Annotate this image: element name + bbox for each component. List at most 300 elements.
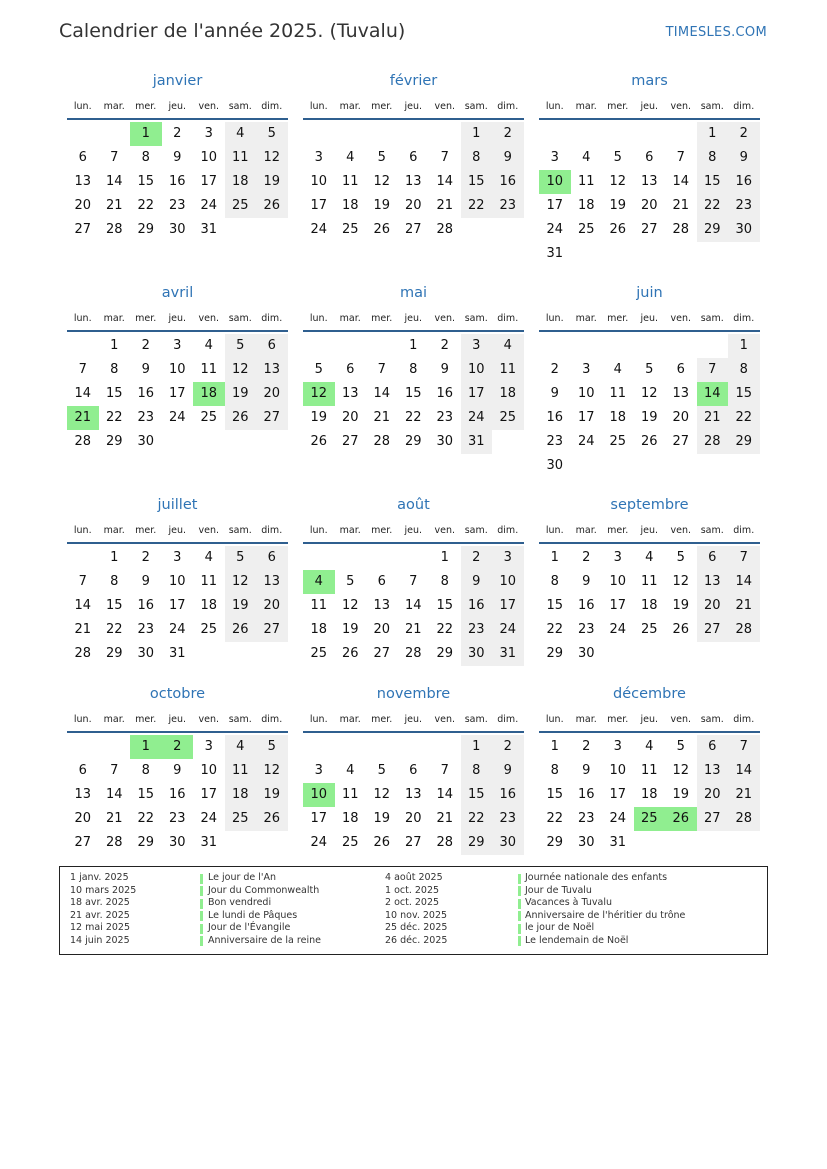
day-cell: 11 bbox=[640, 574, 658, 589]
legend-holiday-name: Bon vendredi bbox=[208, 897, 272, 908]
day-cell: 17 bbox=[310, 811, 328, 826]
weekday-label: ven. bbox=[198, 313, 219, 324]
weekday-label: dim. bbox=[733, 313, 755, 324]
day-cell: 27 bbox=[74, 222, 92, 237]
day-cell: 28 bbox=[436, 835, 454, 850]
day-cell: 1 bbox=[461, 122, 493, 146]
holiday-day-cell: 4 bbox=[303, 570, 335, 594]
weekday-header bbox=[67, 313, 288, 327]
day-cell: 10 bbox=[461, 358, 493, 382]
day-cell: 15 bbox=[546, 598, 564, 613]
holiday-day-cell: 2 bbox=[162, 735, 194, 759]
day-cell: 1 bbox=[110, 338, 119, 353]
weekday-header bbox=[67, 714, 288, 728]
day-cell: 2 bbox=[141, 338, 150, 353]
day-cell: 23 bbox=[577, 622, 595, 637]
day-cell: 7 bbox=[676, 150, 685, 165]
day-cell: 9 bbox=[492, 146, 524, 170]
day-cell: 12 bbox=[373, 787, 391, 802]
holiday-day-cell: 12 bbox=[303, 382, 335, 406]
day-cell: 25 bbox=[640, 622, 658, 637]
weekday-label: mar. bbox=[575, 714, 597, 725]
day-cell: 16 bbox=[137, 386, 155, 401]
day-cell: 9 bbox=[461, 570, 493, 594]
weekday-label: ven. bbox=[670, 714, 691, 725]
month-divider bbox=[67, 542, 288, 544]
day-cell: 30 bbox=[492, 831, 524, 855]
day-cell: 20 bbox=[672, 410, 690, 425]
day-cell: 27 bbox=[373, 646, 391, 661]
legend-date: 12 mai 2025 bbox=[70, 922, 131, 933]
weekday-label: mar. bbox=[575, 313, 597, 324]
day-grid bbox=[303, 122, 524, 266]
day-cell: 23 bbox=[492, 194, 524, 218]
day-cell: 10 bbox=[168, 362, 186, 377]
day-cell: 30 bbox=[728, 218, 760, 242]
day-cell: 4 bbox=[225, 735, 257, 759]
holiday-day-cell: 18 bbox=[193, 382, 225, 406]
day-cell: 31 bbox=[200, 222, 218, 237]
day-cell: 14 bbox=[74, 386, 92, 401]
day-cell: 26 bbox=[373, 835, 391, 850]
day-cell: 19 bbox=[373, 198, 391, 213]
day-cell: 25 bbox=[200, 622, 218, 637]
day-cell: 4 bbox=[346, 150, 355, 165]
day-cell: 11 bbox=[310, 598, 328, 613]
day-cell: 13 bbox=[640, 174, 658, 189]
day-cell: 25 bbox=[609, 434, 627, 449]
day-cell: 25 bbox=[225, 807, 257, 831]
day-cell: 25 bbox=[200, 410, 218, 425]
day-cell: 10 bbox=[609, 574, 627, 589]
day-cell: 5 bbox=[377, 763, 386, 778]
day-cell: 4 bbox=[346, 763, 355, 778]
day-cell: 17 bbox=[200, 787, 218, 802]
day-cell: 11 bbox=[200, 362, 218, 377]
weekday-label: lun. bbox=[309, 714, 328, 725]
day-cell: 2 bbox=[461, 546, 493, 570]
month-divider bbox=[539, 330, 760, 332]
weekday-label: mer. bbox=[135, 714, 157, 725]
month-name: mai bbox=[399, 285, 428, 301]
day-cell: 14 bbox=[105, 174, 123, 189]
day-cell: 19 bbox=[225, 382, 257, 406]
day-cell: 4 bbox=[645, 550, 654, 565]
legend-date: 21 avr. 2025 bbox=[70, 909, 130, 921]
day-cell: 27 bbox=[672, 434, 690, 449]
legend-date: 18 avr. 2025 bbox=[70, 897, 130, 908]
weekday-label: mar. bbox=[339, 313, 361, 324]
day-cell: 10 bbox=[310, 174, 328, 189]
weekday-label: dim. bbox=[261, 101, 283, 112]
day-cell: 2 bbox=[582, 739, 591, 754]
day-cell: 29 bbox=[436, 646, 454, 661]
day-cell: 24 bbox=[310, 835, 328, 850]
day-cell: 23 bbox=[728, 194, 760, 218]
day-cell: 16 bbox=[461, 594, 493, 618]
page-title: Calendrier de l'année 2025. (Tuvalu) bbox=[59, 20, 406, 42]
day-cell: 9 bbox=[173, 150, 182, 165]
day-cell: 1 bbox=[409, 338, 418, 353]
day-cell: 12 bbox=[373, 174, 391, 189]
day-cell: 1 bbox=[550, 550, 559, 565]
weekday-label: ven. bbox=[670, 313, 691, 324]
day-grid bbox=[67, 735, 288, 879]
weekday-label: mer. bbox=[607, 714, 629, 725]
day-cell: 31 bbox=[200, 835, 218, 850]
weekday-header bbox=[539, 313, 760, 327]
weekday-label: lun. bbox=[545, 525, 564, 536]
weekday-label: lun. bbox=[545, 313, 564, 324]
day-cell: 9 bbox=[141, 362, 150, 377]
weekday-label: dim. bbox=[497, 714, 519, 725]
day-cell: 24 bbox=[546, 222, 564, 237]
weekday-label: sam. bbox=[464, 313, 488, 324]
legend-holiday-name: Le jour de l'An bbox=[208, 872, 277, 883]
weekday-label: jeu. bbox=[168, 101, 187, 112]
weekday-label: mar. bbox=[339, 101, 361, 112]
day-cell: 26 bbox=[640, 434, 658, 449]
day-cell: 13 bbox=[404, 174, 422, 189]
day-cell: 16 bbox=[492, 170, 524, 194]
day-cell: 26 bbox=[256, 807, 288, 831]
weekday-label: lun. bbox=[73, 101, 92, 112]
holiday-day-cell: 21 bbox=[67, 406, 99, 430]
day-cell: 6 bbox=[409, 150, 418, 165]
weekday-label: lun. bbox=[73, 714, 92, 725]
day-cell: 31 bbox=[609, 835, 627, 850]
day-cell: 16 bbox=[168, 787, 186, 802]
legend-marker bbox=[200, 911, 203, 921]
day-cell: 19 bbox=[672, 598, 690, 613]
day-cell: 4 bbox=[613, 362, 622, 377]
weekday-header bbox=[67, 525, 288, 539]
day-cell: 8 bbox=[440, 574, 449, 589]
day-cell: 7 bbox=[728, 546, 760, 570]
day-cell: 23 bbox=[546, 434, 564, 449]
day-cell: 23 bbox=[168, 811, 186, 826]
day-cell: 12 bbox=[256, 759, 288, 783]
day-cell: 16 bbox=[436, 386, 454, 401]
day-cell: 4 bbox=[204, 550, 213, 565]
day-cell: 30 bbox=[546, 458, 564, 473]
weekday-label: mar. bbox=[575, 101, 597, 112]
day-cell: 13 bbox=[697, 759, 729, 783]
day-cell: 3 bbox=[582, 362, 591, 377]
weekday-label: mar. bbox=[339, 714, 361, 725]
day-cell: 22 bbox=[461, 194, 493, 218]
day-cell: 14 bbox=[728, 759, 760, 783]
day-cell: 4 bbox=[204, 338, 213, 353]
day-cell: 18 bbox=[609, 410, 627, 425]
weekday-header bbox=[539, 525, 760, 539]
day-cell: 22 bbox=[436, 622, 454, 637]
day-cell: 10 bbox=[609, 763, 627, 778]
day-cell: 12 bbox=[640, 386, 658, 401]
day-cell: 29 bbox=[404, 434, 422, 449]
day-cell: 8 bbox=[461, 146, 493, 170]
day-cell: 13 bbox=[341, 386, 359, 401]
day-cell: 8 bbox=[461, 759, 493, 783]
day-cell: 29 bbox=[546, 646, 564, 661]
day-grid bbox=[303, 735, 524, 879]
weekday-label: mer. bbox=[371, 525, 393, 536]
month-divider bbox=[303, 542, 524, 544]
holiday-day-cell: 1 bbox=[130, 122, 162, 146]
day-cell: 15 bbox=[404, 386, 422, 401]
day-cell: 8 bbox=[141, 763, 150, 778]
weekday-label: dim. bbox=[733, 714, 755, 725]
day-cell: 22 bbox=[461, 807, 493, 831]
day-cell: 26 bbox=[256, 194, 288, 218]
weekday-label: mer. bbox=[371, 313, 393, 324]
day-cell: 23 bbox=[168, 198, 186, 213]
weekday-label: mar. bbox=[339, 525, 361, 536]
day-cell: 24 bbox=[168, 622, 186, 637]
legend-marker bbox=[518, 899, 521, 909]
day-cell: 5 bbox=[256, 735, 288, 759]
day-cell: 24 bbox=[310, 222, 328, 237]
day-cell: 19 bbox=[640, 410, 658, 425]
day-cell: 31 bbox=[546, 246, 564, 261]
brand-link[interactable]: TIMESLES.COM bbox=[665, 25, 767, 40]
day-cell: 27 bbox=[404, 222, 422, 237]
month-divider bbox=[303, 731, 524, 733]
day-cell: 31 bbox=[492, 642, 524, 666]
day-cell: 22 bbox=[728, 406, 760, 430]
day-cell: 31 bbox=[168, 646, 186, 661]
day-cell: 29 bbox=[137, 835, 155, 850]
month-divider bbox=[67, 330, 288, 332]
day-cell: 7 bbox=[440, 763, 449, 778]
weekday-label: lun. bbox=[73, 313, 92, 324]
month-name: octobre bbox=[149, 686, 206, 702]
day-cell: 16 bbox=[492, 783, 524, 807]
day-cell: 28 bbox=[436, 222, 454, 237]
holiday-day-cell: 26 bbox=[665, 807, 697, 831]
weekday-header bbox=[303, 525, 524, 539]
day-cell: 15 bbox=[137, 787, 155, 802]
day-grid bbox=[67, 334, 288, 478]
weekday-label: sam. bbox=[464, 714, 488, 725]
day-cell: 23 bbox=[577, 811, 595, 826]
day-cell: 14 bbox=[373, 386, 391, 401]
day-cell: 10 bbox=[168, 574, 186, 589]
day-cell: 6 bbox=[645, 150, 654, 165]
day-cell: 12 bbox=[225, 358, 257, 382]
day-cell: 2 bbox=[492, 122, 524, 146]
day-cell: 4 bbox=[582, 150, 591, 165]
legend-date: 2 oct. 2025 bbox=[385, 897, 440, 908]
day-cell: 11 bbox=[341, 787, 359, 802]
day-cell: 21 bbox=[105, 811, 123, 826]
day-cell: 5 bbox=[645, 362, 654, 377]
day-cell: 2 bbox=[440, 338, 449, 353]
day-cell: 1 bbox=[550, 739, 559, 754]
day-cell: 16 bbox=[728, 170, 760, 194]
day-cell: 18 bbox=[640, 598, 658, 613]
month-name: juillet bbox=[157, 497, 198, 513]
day-cell: 28 bbox=[728, 807, 760, 831]
weekday-label: jeu. bbox=[404, 525, 423, 536]
day-cell: 3 bbox=[314, 763, 323, 778]
weekday-label: sam. bbox=[228, 313, 252, 324]
weekday-label: mer. bbox=[607, 313, 629, 324]
day-cell: 11 bbox=[200, 574, 218, 589]
weekday-label: lun. bbox=[309, 313, 328, 324]
month-name: janvier bbox=[152, 73, 203, 89]
day-cell: 26 bbox=[341, 646, 359, 661]
day-cell: 7 bbox=[377, 362, 386, 377]
day-grid bbox=[539, 735, 760, 879]
day-cell: 5 bbox=[676, 550, 685, 565]
month-divider bbox=[67, 731, 288, 733]
day-cell: 29 bbox=[697, 218, 729, 242]
day-cell: 22 bbox=[546, 811, 564, 826]
weekday-label: jeu. bbox=[640, 101, 659, 112]
legend-marker bbox=[200, 899, 203, 909]
month-divider bbox=[539, 542, 760, 544]
day-cell: 27 bbox=[697, 807, 729, 831]
day-cell: 6 bbox=[256, 334, 288, 358]
weekday-header bbox=[303, 101, 524, 115]
day-cell: 21 bbox=[436, 198, 454, 213]
day-cell: 7 bbox=[110, 150, 119, 165]
weekday-label: sam. bbox=[700, 525, 724, 536]
day-cell: 29 bbox=[105, 646, 123, 661]
day-cell: 27 bbox=[256, 406, 288, 430]
day-cell: 3 bbox=[204, 126, 213, 141]
day-cell: 18 bbox=[225, 170, 257, 194]
legend-date: 1 oct. 2025 bbox=[385, 884, 440, 896]
day-cell: 6 bbox=[78, 150, 87, 165]
month-name: février bbox=[389, 73, 438, 89]
day-cell: 15 bbox=[697, 170, 729, 194]
day-cell: 8 bbox=[550, 574, 559, 589]
day-cell: 23 bbox=[436, 410, 454, 425]
weekday-label: ven. bbox=[434, 101, 455, 112]
day-cell: 15 bbox=[546, 787, 564, 802]
day-cell: 8 bbox=[409, 362, 418, 377]
holiday-day-cell: 14 bbox=[697, 382, 729, 406]
day-cell: 17 bbox=[168, 598, 186, 613]
day-cell: 6 bbox=[676, 362, 685, 377]
day-cell: 9 bbox=[728, 146, 760, 170]
day-cell: 13 bbox=[404, 787, 422, 802]
day-cell: 3 bbox=[173, 338, 182, 353]
day-cell: 9 bbox=[582, 763, 591, 778]
day-cell: 11 bbox=[609, 386, 627, 401]
month-divider bbox=[67, 118, 288, 120]
holiday-legend bbox=[59, 866, 768, 955]
day-cell: 18 bbox=[640, 787, 658, 802]
day-cell: 21 bbox=[697, 406, 729, 430]
day-cell: 22 bbox=[105, 410, 123, 425]
weekday-label: dim. bbox=[733, 101, 755, 112]
day-cell: 17 bbox=[200, 174, 218, 189]
day-cell: 11 bbox=[640, 763, 658, 778]
holiday-day-cell: 1 bbox=[130, 735, 162, 759]
weekday-label: sam. bbox=[700, 101, 724, 112]
day-cell: 19 bbox=[225, 594, 257, 618]
day-cell: 20 bbox=[373, 622, 391, 637]
day-cell: 7 bbox=[440, 150, 449, 165]
day-cell: 10 bbox=[577, 386, 595, 401]
day-cell: 30 bbox=[137, 434, 155, 449]
day-cell: 5 bbox=[346, 574, 355, 589]
day-cell: 7 bbox=[110, 763, 119, 778]
day-cell: 26 bbox=[310, 434, 328, 449]
weekday-label: jeu. bbox=[640, 714, 659, 725]
weekday-label: sam. bbox=[700, 714, 724, 725]
day-cell: 19 bbox=[310, 410, 328, 425]
day-cell: 17 bbox=[609, 787, 627, 802]
day-cell: 24 bbox=[492, 618, 524, 642]
weekday-label: dim. bbox=[497, 101, 519, 112]
day-cell: 20 bbox=[256, 594, 288, 618]
day-cell: 20 bbox=[404, 198, 422, 213]
month-divider bbox=[539, 731, 760, 733]
day-cell: 13 bbox=[697, 570, 729, 594]
legend-holiday-name: Jour de l'Évangile bbox=[208, 922, 291, 933]
day-cell: 22 bbox=[137, 811, 155, 826]
day-cell: 22 bbox=[137, 198, 155, 213]
day-cell: 1 bbox=[440, 550, 449, 565]
day-cell: 28 bbox=[728, 618, 760, 642]
weekday-label: dim. bbox=[261, 714, 283, 725]
day-cell: 20 bbox=[404, 811, 422, 826]
day-cell: 12 bbox=[672, 763, 690, 778]
day-cell: 20 bbox=[256, 382, 288, 406]
day-cell: 6 bbox=[377, 574, 386, 589]
day-cell: 16 bbox=[137, 598, 155, 613]
legend-marker bbox=[200, 874, 203, 884]
day-cell: 15 bbox=[436, 598, 454, 613]
day-cell: 28 bbox=[105, 222, 123, 237]
month-divider bbox=[303, 330, 524, 332]
day-cell: 16 bbox=[577, 598, 595, 613]
day-cell: 21 bbox=[404, 622, 422, 637]
day-cell: 25 bbox=[225, 194, 257, 218]
day-cell: 30 bbox=[436, 434, 454, 449]
day-cell: 29 bbox=[728, 430, 760, 454]
day-cell: 25 bbox=[492, 406, 524, 430]
day-cell: 20 bbox=[74, 811, 92, 826]
day-cell: 5 bbox=[613, 150, 622, 165]
day-cell: 17 bbox=[461, 382, 493, 406]
day-cell: 24 bbox=[461, 406, 493, 430]
day-cell: 21 bbox=[436, 811, 454, 826]
day-cell: 18 bbox=[200, 598, 218, 613]
weekday-label: dim. bbox=[497, 525, 519, 536]
day-cell: 16 bbox=[577, 787, 595, 802]
day-cell: 14 bbox=[74, 598, 92, 613]
holiday-day-cell: 25 bbox=[634, 807, 666, 831]
day-cell: 13 bbox=[672, 386, 690, 401]
day-cell: 5 bbox=[256, 122, 288, 146]
weekday-label: jeu. bbox=[640, 525, 659, 536]
legend-holiday-name: le jour de Noël bbox=[525, 922, 595, 933]
month-name: juin bbox=[636, 285, 663, 301]
day-cell: 15 bbox=[105, 386, 123, 401]
day-cell: 19 bbox=[672, 787, 690, 802]
weekday-label: mer. bbox=[135, 313, 157, 324]
day-cell: 16 bbox=[168, 174, 186, 189]
day-cell: 12 bbox=[256, 146, 288, 170]
day-cell: 7 bbox=[78, 362, 87, 377]
day-cell: 2 bbox=[141, 550, 150, 565]
legend-marker bbox=[518, 936, 521, 946]
